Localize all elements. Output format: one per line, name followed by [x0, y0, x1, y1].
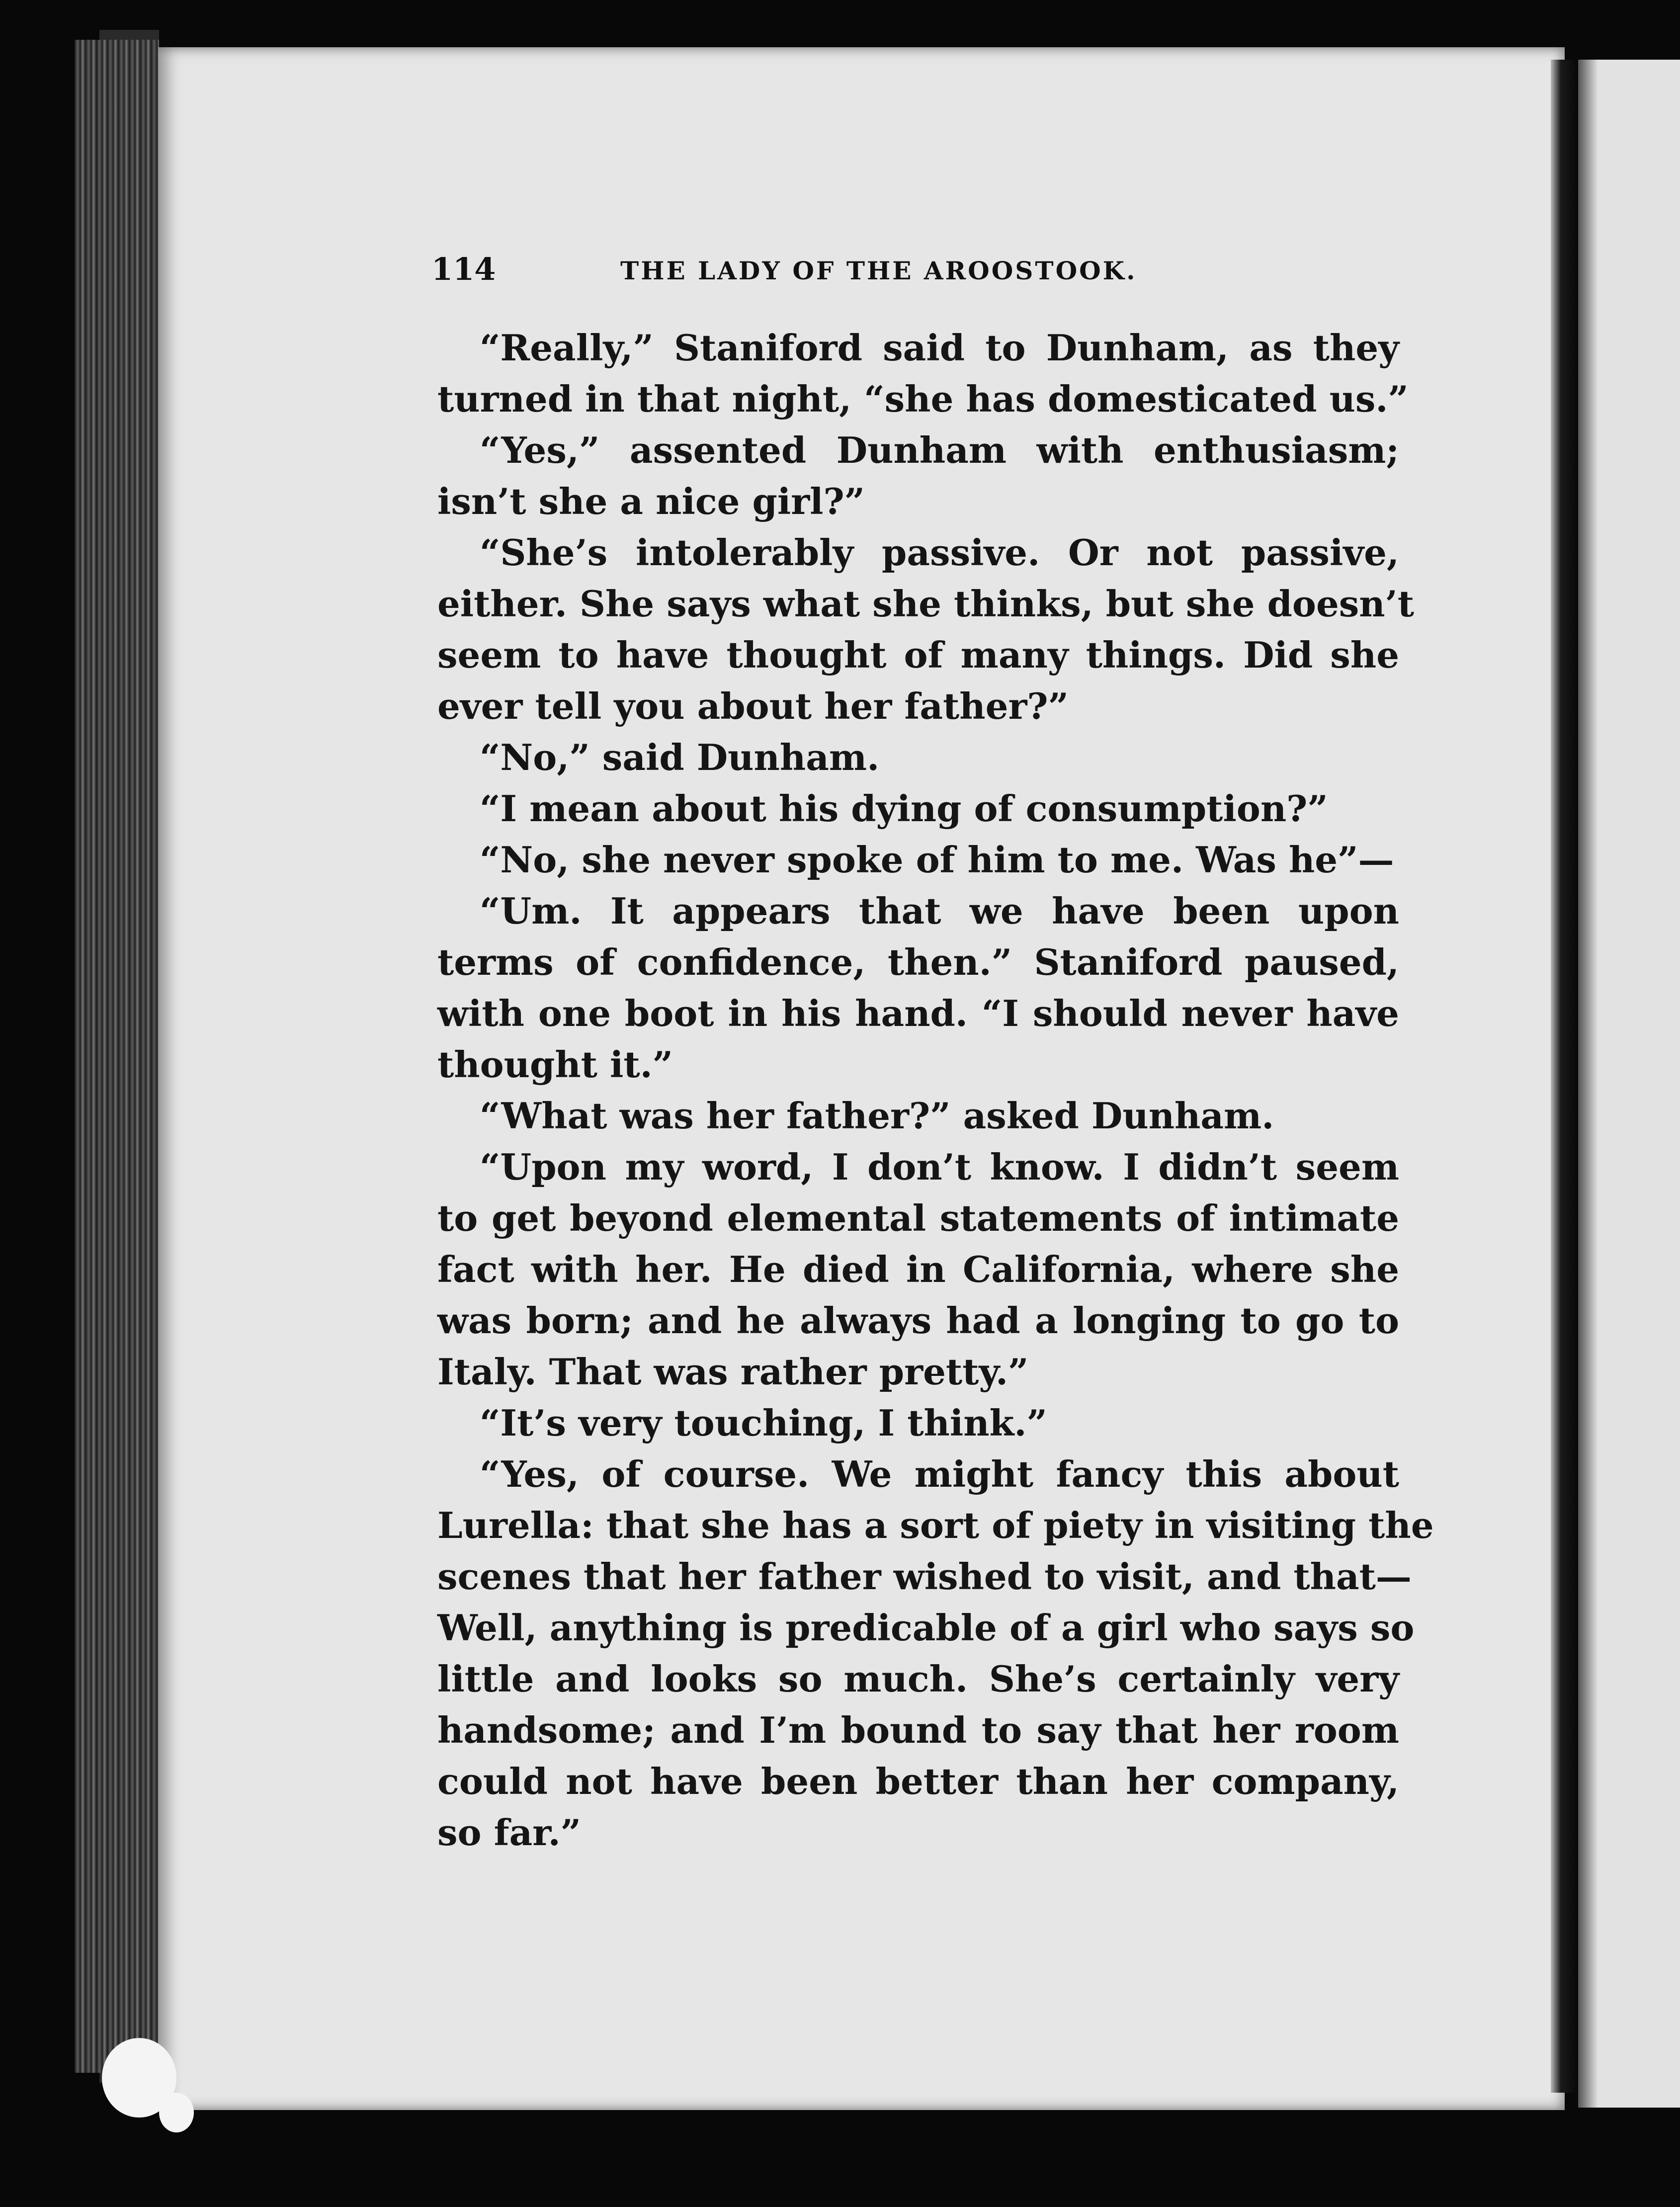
text-line: ever tell you about her father?”	[437, 685, 1069, 727]
text-line: “Upon my word, I don’t know. I didn’t seem	[480, 1146, 1399, 1188]
text-line: “No,” said Dunham.	[480, 736, 880, 778]
text-line: Italy. That was rather pretty.”	[437, 1351, 1029, 1393]
text-line: so far.”	[437, 1811, 582, 1854]
text-line: “No, she never spoke of him to me. Was he”—	[480, 839, 1394, 881]
text-line: Lurella: that she has a sort of piety in visiting the	[437, 1504, 1434, 1546]
body-text	[437, 322, 1434, 1858]
page-edges	[75, 40, 159, 2073]
text-line: terms of confidence, then.” Staniford paused,	[437, 941, 1399, 983]
text-line: “Um. It appears that we have been upon	[480, 890, 1399, 932]
text-line: Well, anything is predicable of a girl who says so	[437, 1607, 1415, 1649]
text-line: isn’t she a nice girl?”	[437, 480, 865, 522]
text-line: seem to have thought of many things. Did she	[437, 634, 1399, 676]
paper-damage-mark	[159, 2093, 194, 2132]
text-line: could not have been better than her company,	[437, 1760, 1399, 1802]
text-line: little and looks so much. She’s certainly very	[437, 1658, 1399, 1700]
text-line: “Yes,” assented Dunham with enthusiasm;	[480, 429, 1399, 471]
text-line: “It’s very touching, I think.”	[480, 1402, 1047, 1444]
text-line: to get beyond elemental statements of intimate	[437, 1197, 1399, 1239]
text-line: scenes that her father wished to visit, and that—	[437, 1555, 1412, 1598]
page-gutter	[1551, 60, 1576, 2093]
page-number: 114	[431, 251, 496, 287]
text-line: “She’s intolerably passive. Or not passive,	[480, 531, 1399, 574]
facing-page-shadow	[1578, 60, 1598, 2108]
text-line: “What was her father?” asked Dunham.	[480, 1095, 1274, 1137]
running-title: THE LADY OF THE AROOSTOOK.	[620, 256, 1137, 285]
text-line: either. She says what she thinks, but she doesn’t	[437, 583, 1414, 625]
running-head	[431, 251, 1266, 298]
text-line: “I mean about his dying of consumption?”	[480, 787, 1328, 830]
text-line: turned in that night, “she has domesticated us.”	[437, 378, 1409, 420]
text-line: fact with her. He died in California, where she	[437, 1248, 1399, 1290]
text-line: was born; and he always had a longing to go to	[437, 1299, 1399, 1342]
text-line: thought it.”	[437, 1043, 673, 1086]
text-line: handsome; and I’m bound to say that her room	[437, 1709, 1399, 1751]
text-line: “Really,” Staniford said to Dunham, as they	[480, 327, 1399, 369]
text-line: “Yes, of course. We might fancy this about	[480, 1453, 1399, 1495]
text-line: with one boot in his hand. “I should never have	[437, 992, 1399, 1034]
